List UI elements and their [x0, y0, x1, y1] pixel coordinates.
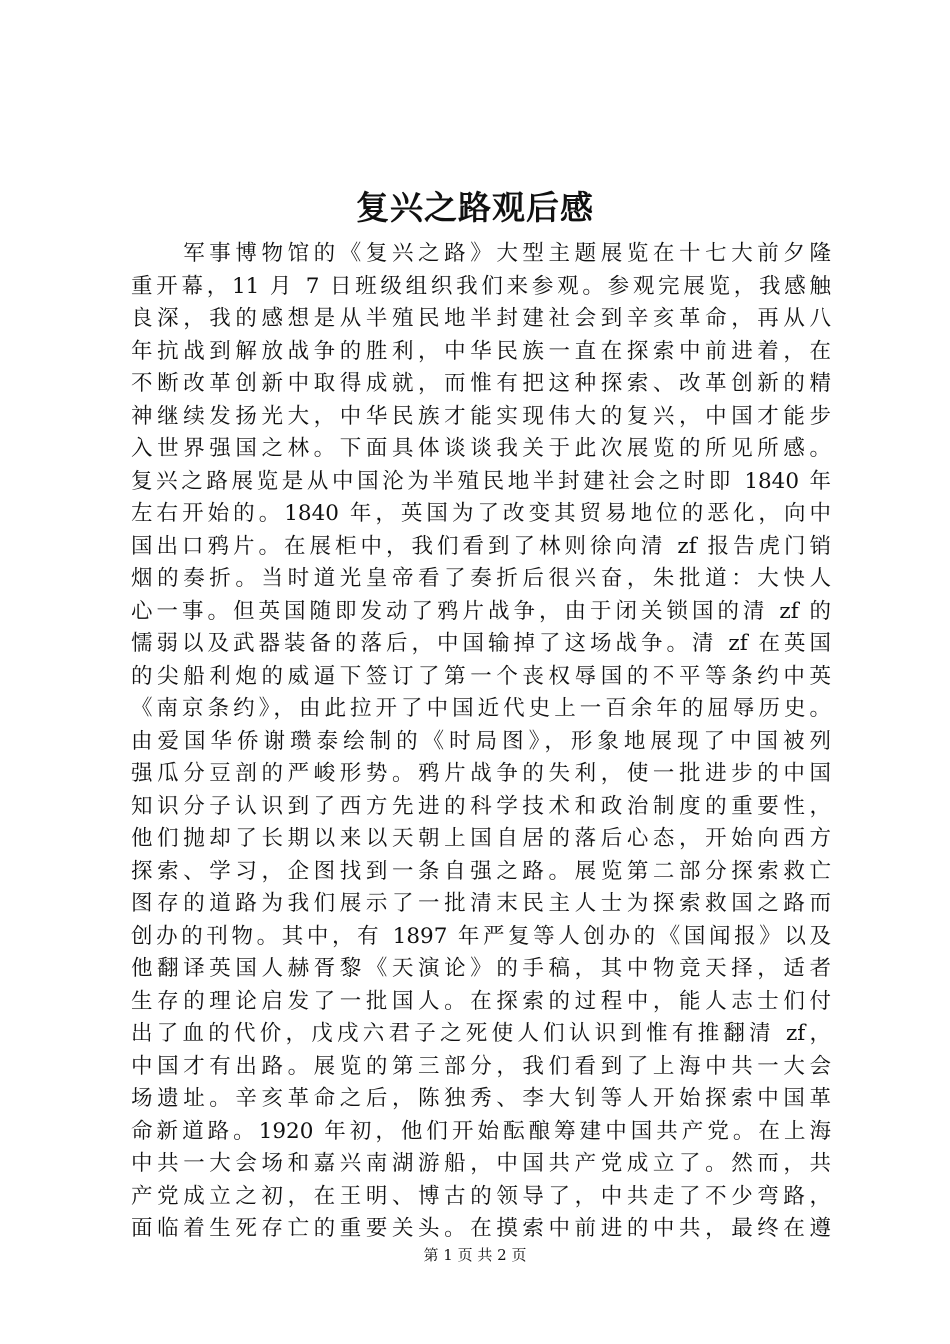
body-line: 探索、学习，企图找到一条自强之路。展览第二部分探索救亡: [131, 858, 831, 884]
body-line: 产党成立之初，在王明、博古的领导了，中共走了不少弯路，: [131, 1183, 831, 1209]
body-line: 由爱国华侨谢瓒泰绘制的《时局图》，形象地展现了中国被列: [131, 728, 831, 754]
body-line: 年抗战到解放战争的胜利，中华民族一直在探索中前进着，在: [131, 338, 831, 364]
body-line: 面临着生死存亡的重要关头。在摸索中前进的中共，最终在遵: [131, 1216, 831, 1241]
body-line: 《南京条约》，由此拉开了中国近代史上一百余年的屈辱历史。: [131, 696, 831, 721]
body-line: 国出口鸦片。在展柜中，我们看到了林则徐向清 zf 报告虎门销: [131, 533, 831, 559]
body-line: 强瓜分豆剖的严峻形势。鸦片战争的失利，使一批进步的中国: [131, 761, 831, 786]
body-line: 知识分子认识到了西方先进的科学技术和政治制度的重要性，: [131, 793, 831, 819]
body-line: 良深，我的感想是从半殖民地半封建社会到辛亥革命，再从八: [131, 306, 831, 331]
body-line: 复兴之路展览是从中国沦为半殖民地半封建社会之时即 1840 年: [131, 468, 831, 494]
body-line: 创办的刊物。其中，有 1897 年严复等人创办的《国闻报》以及: [131, 923, 831, 949]
body-line: 入世界强国之林。下面具体谈谈我关于此次展览的所见所感。: [131, 436, 831, 461]
body-line: 图存的道路为我们展示了一批清末民主人士为探索救国之路而: [131, 891, 831, 916]
body-line: 心一事。但英国随即发动了鸦片战争，由于闭关锁国的清 zf 的: [131, 598, 831, 624]
body-line: 他们抛却了长期以来以天朝上国自居的落后心态，开始向西方: [131, 826, 831, 851]
body-line: 中共一大会场和嘉兴南湖游船，中国共产党成立了。然而，共: [131, 1151, 831, 1176]
body-line: 烟的奏折。当时道光皇帝看了奏折后很兴奋，朱批道：大快人: [131, 566, 831, 591]
body-line: 军事博物馆的《复兴之路》大型主题展览在十七大前夕隆: [131, 241, 831, 266]
body-line: 场遗址。辛亥革命之后，陈独秀、李大钊等人开始探索中国革: [131, 1086, 831, 1111]
body-line: 神继续发扬光大，中华民族才能实现伟大的复兴，中国才能步: [131, 403, 831, 429]
body-line: 的尖船利炮的威逼下签订了第一个丧权辱国的不平等条约中英: [131, 663, 831, 689]
document-body: [131, 238, 831, 1246]
body-line: 命新道路。1920 年初，他们开始酝酿筹建中国共产党。在上海: [131, 1118, 831, 1144]
document-title: 复兴之路观后感: [356, 188, 594, 227]
body-line: 出了血的代价，戊戌六君子之死使人们认识到惟有推翻清 zf，: [131, 1021, 831, 1046]
page-footer: 第 1 页 共 2 页: [423, 1246, 527, 1264]
body-line: 重开幕，11 月 7 日班级组织我们来参观。参观完展览，我感触: [131, 273, 831, 299]
body-line: 左右开始的。1840 年，英国为了改变其贸易地位的恶化，向中: [131, 501, 831, 526]
body-line: 他翻译英国人赫胥黎《天演论》的手稿，其中物竞天择，适者: [131, 956, 831, 981]
body-line: 懦弱以及武器装备的落后，中国输掉了这场战争。清 zf 在英国: [131, 631, 831, 656]
body-line: 不断改革创新中取得成就，而惟有把这种探索、改革创新的精: [131, 371, 831, 396]
body-line: 生存的理论启发了一批国人。在探索的过程中，能人志士们付: [131, 988, 831, 1014]
body-line: 中国才有出路。展览的第三部分，我们看到了上海中共一大会: [131, 1053, 831, 1079]
